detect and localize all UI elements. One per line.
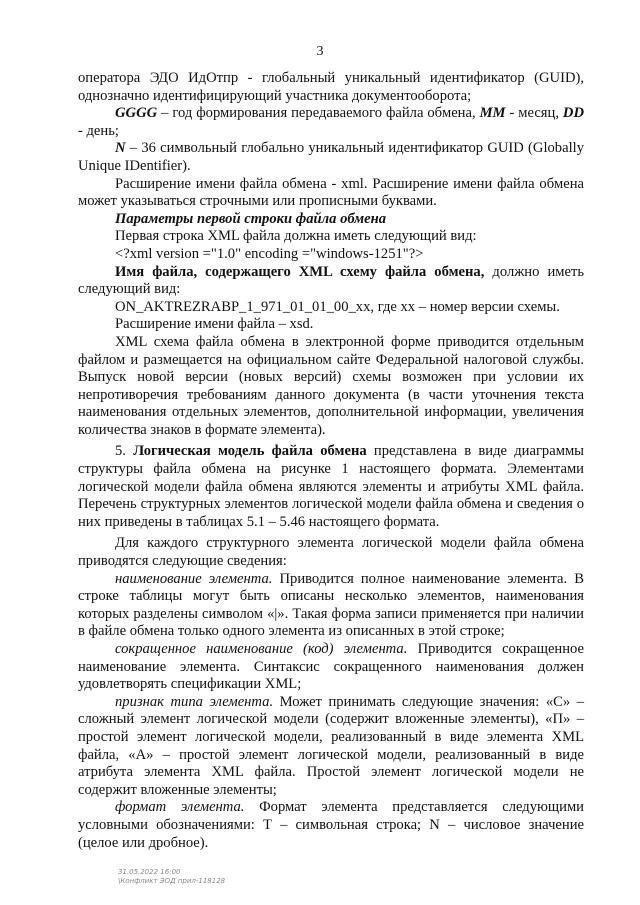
paragraph-run: GGGG [115, 105, 158, 122]
paragraph-run: Приводится полное наименование элемента. В строке таблицы могут быть описаны несколько элементов, наименования которых разделены символом «|». Такая форма записи применяется при наличии в файле обмена только одного элемента из описанных в этой строке; [78, 570, 584, 640]
paragraph-run: Приводится сокращенное наименование элемента. Синтаксис сокращенного наименования должен удовлетворять спецификации XML; [78, 641, 584, 693]
paragraph-n-def [78, 140, 584, 175]
paragraph-run: N [115, 140, 126, 157]
paragraph-run: Может принимать следующие значения: «С» – сложный элемент логической модели (содержит вложенные элементы), «П» – простой элемент логической модели, реализованный в виде элемента XML файла, «А» – простой элемент логической модели, реализованный в виде атрибута элемента XML файла. Простой элемент логической модели не содержит вложенные элементы; [78, 693, 584, 798]
paragraph-run: ON_AKTREZRABP_1_971_01_01_00_xx, где хх – номер версии схемы. [115, 298, 560, 315]
paragraph-schema-extension [78, 316, 584, 334]
page-number: 3 [316, 44, 324, 59]
document-body [78, 70, 584, 852]
print-stamp [118, 868, 225, 886]
print-stamp-path: \Конфликт ЭОД прил-118128 [118, 877, 226, 885]
paragraph-schema-file-name [78, 264, 584, 299]
paragraph-run: – год формирования передаваемого файла обмена, [157, 105, 480, 122]
paragraph-run: <?xml version ="1.0" encoding ="windows-1251"?> [115, 245, 424, 262]
paragraph-run: Для каждого структурного элемента логической модели файла обмена приводятся следующие сведения: [78, 535, 584, 570]
paragraph-logical-model [78, 443, 584, 531]
paragraph-extension [78, 176, 584, 211]
paragraph-element-name [78, 571, 584, 641]
paragraph-run: должно иметь следующий вид: [78, 263, 584, 298]
paragraph-run: Расширение имени файла обмена - xml. Расширение имени файла обмена может указываться строчными или прописными буквами. [78, 175, 584, 210]
paragraph-first-line-text [78, 228, 584, 246]
paragraph-element-short-name [78, 641, 584, 694]
paragraph-gggg-def [78, 105, 584, 140]
paragraph-run: Первая строка XML файла должна иметь следующий вид: [115, 228, 477, 245]
paragraph-schema-publication [78, 334, 584, 440]
paragraph-run: Расширение имени файла – xsd. [115, 316, 314, 333]
paragraph-run: - месяц, [505, 105, 563, 122]
paragraph-element-format [78, 799, 584, 852]
paragraph-run: наименование элемента. [115, 570, 273, 587]
paragraph-run: - день; [78, 122, 119, 139]
paragraph-run: Формат элемента представляется следующими условными обозначениями: Т – символьная строка; N – числовое значение (целое или дробное). [78, 799, 584, 851]
paragraph-schema-name-pattern [78, 299, 584, 317]
paragraph-run: оператора ЭДО ИдОтпр - глобальный уникальный идентификатор (GUID), однозначно идентифицирующий участника документооборота; [78, 70, 584, 104]
paragraph-run: Имя файла, содержащего XML схему файла обмена, [115, 263, 485, 280]
paragraph-run: Параметры первой строки файла обмена [115, 210, 387, 227]
paragraph-first-line-heading [78, 211, 584, 229]
paragraph-run: MM [479, 105, 506, 122]
paragraph-run: признак типа элемента. [115, 693, 274, 710]
paragraph-run: Логическая модель файла обмена [133, 443, 367, 460]
paragraph-guid-operator [78, 70, 584, 105]
paragraph-run: сокращенное наименование (код) элемента. [115, 641, 408, 657]
paragraph-run: – 36 символьный глобально уникальный идентификатор GUID (Globally Unique IDentifier). [78, 140, 584, 174]
paragraph-xml-declaration [78, 246, 584, 264]
paragraph-run: 5. [115, 443, 134, 460]
print-stamp-date: 31.05.2022 16:00 [118, 868, 181, 876]
paragraph-run: DD [562, 105, 585, 122]
paragraph-run: представлена в виде диаграммы структуры файла обмена на рисунке 1 настоящего формата. Элементами логической модели файла обмена являются элементы и атрибуты XML файла. Перечень структурных элементов логической модели файла обмена и сведения о них приведены в таблицах 5.1 – 5.46 настоящего формата. [78, 443, 584, 530]
paragraph-run: XML схема файла обмена в электронной форме приводится отдельным файлом и размещается на официальном сайте Федеральной налоговой службы. Выпуск новой версии (новых версий) схемы возможен при условии их непротиворечия требованиям данного документа (в части уточнения текста наименования отдельных элементов, дополнительной информации, увеличения количества знаков в формате элемента). [78, 333, 584, 438]
paragraph-run: формат элемента. [115, 799, 245, 816]
paragraph-element-info-intro [78, 535, 584, 570]
paragraph-element-type [78, 694, 584, 800]
